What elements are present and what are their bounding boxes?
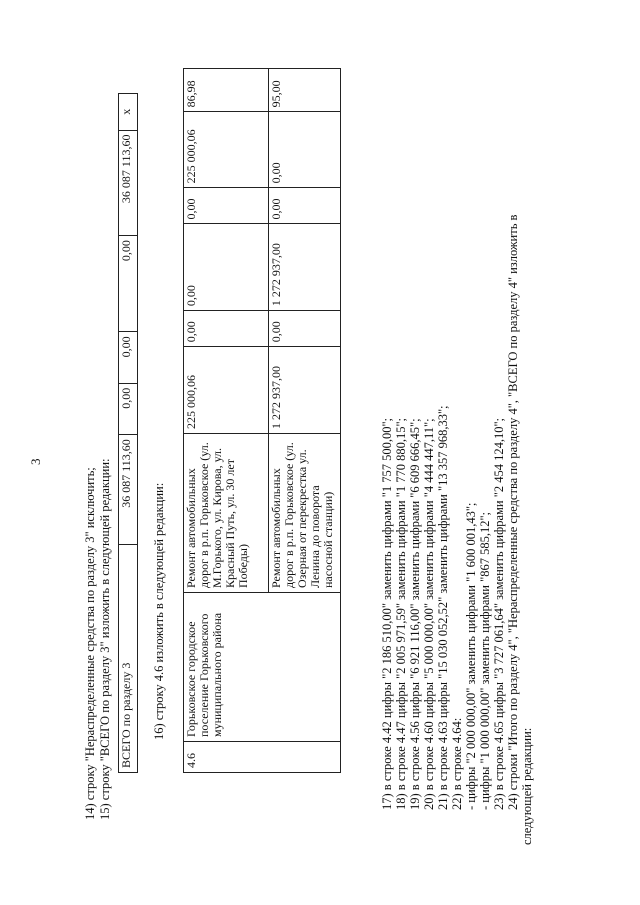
row-4-6-table — [183, 68, 341, 773]
change-line-22b: - цифры "1 000 000,00" заменить цифрами "867 585,12"; — [478, 511, 492, 810]
value-cell: 0,00 — [184, 311, 269, 347]
intro-line-14: 14) строку "Нераспределенные средства по разделу 3" исключить; — [83, 467, 97, 820]
value-cell: 1 272 937,00 — [269, 347, 341, 434]
value-cell: 1 272 937,00 — [269, 224, 341, 311]
line-16: 16) строку 4.6 изложить в следующей редакции: — [152, 482, 166, 740]
total-cell: 0,00 — [119, 383, 138, 434]
total-cell: 36 087 113,60 — [119, 130, 138, 236]
change-line-17: 17) в строке 4.42 цифры "2 186 510,00" заменить цифрами "1 757 500,00"; — [380, 417, 394, 810]
value-cell: 225 000,06 — [184, 112, 269, 188]
change-line-24: 24) строки "Итого по разделу 4", "Нераспределенные средства по разделу 4", "ВСЕГО по разделу 4" изложить в — [506, 214, 520, 810]
change-line-19: 19) в строке 4.56 цифры "6 921 116,00" заменить цифрами "6 609 666,45"; — [408, 418, 422, 810]
row-number: 4.6 — [184, 742, 341, 773]
change-line-22a: - цифры "2 000 000,00" заменить цифрами "1 600 001,43"; — [464, 502, 478, 810]
value-cell: 225 000,06 — [184, 347, 269, 434]
page-number: 3 — [28, 458, 43, 465]
total-label: ВСЕГО по разделу 3 — [119, 545, 138, 773]
value-cell: 95,00 — [269, 69, 341, 112]
total-cell: 0,00 — [119, 332, 138, 383]
municipality-name: Горьковское городское поселение Горьковского муниципального района — [184, 593, 341, 742]
total-cell: 0,00 — [119, 236, 138, 332]
change-line-22: 22) в строке 4.64: — [450, 717, 464, 810]
change-line-18: 18) в строке 4.47 цифры "2 005 971,59" заменить цифрами "1 770 880,15"; — [394, 417, 408, 810]
value-cell: 86,98 — [184, 69, 269, 112]
value-cell: 0,00 — [184, 224, 269, 311]
total-cell: 36 087 113,60 — [119, 435, 138, 545]
change-line-24-cont: следующей редакции: — [520, 727, 534, 845]
total-section-3-table — [118, 93, 138, 773]
change-line-20: 20) в строке 4.60 цифры "5 000 000,00" заменить цифрами "4 444 447,11"; — [422, 418, 436, 810]
work-description: Ремонт автомобильных дорог в р.п. Горьковское (ул. Озерная от перекрестка ул. Ленина до поворота насосной станции) — [269, 434, 341, 593]
total-cell: x — [119, 94, 138, 131]
table-row — [184, 69, 269, 773]
change-line-21: 21) в строке 4.63 цифры "15 030 052,52" заменить цифрами "13 357 968,33"; — [436, 405, 450, 810]
work-description: Ремонт автомобильных дорог в р.п. Горьковское (ул. М.Горького, ул. Кирова, ул. Красный Путь, ул. 30 лет Победы) — [184, 434, 269, 593]
change-line-23: 23) в строке 4.65 цифры "3 727 061,64" заменить цифрами "2 454 124,10"; — [492, 417, 506, 810]
intro-line-15: 15) строку "ВСЕГО по разделу 3" изложить в следующей редакции: — [98, 458, 112, 820]
value-cell: 0,00 — [269, 188, 341, 224]
table-row — [119, 94, 138, 773]
value-cell: 0,00 — [269, 112, 341, 188]
value-cell: 0,00 — [269, 311, 341, 347]
value-cell: 0,00 — [184, 188, 269, 224]
